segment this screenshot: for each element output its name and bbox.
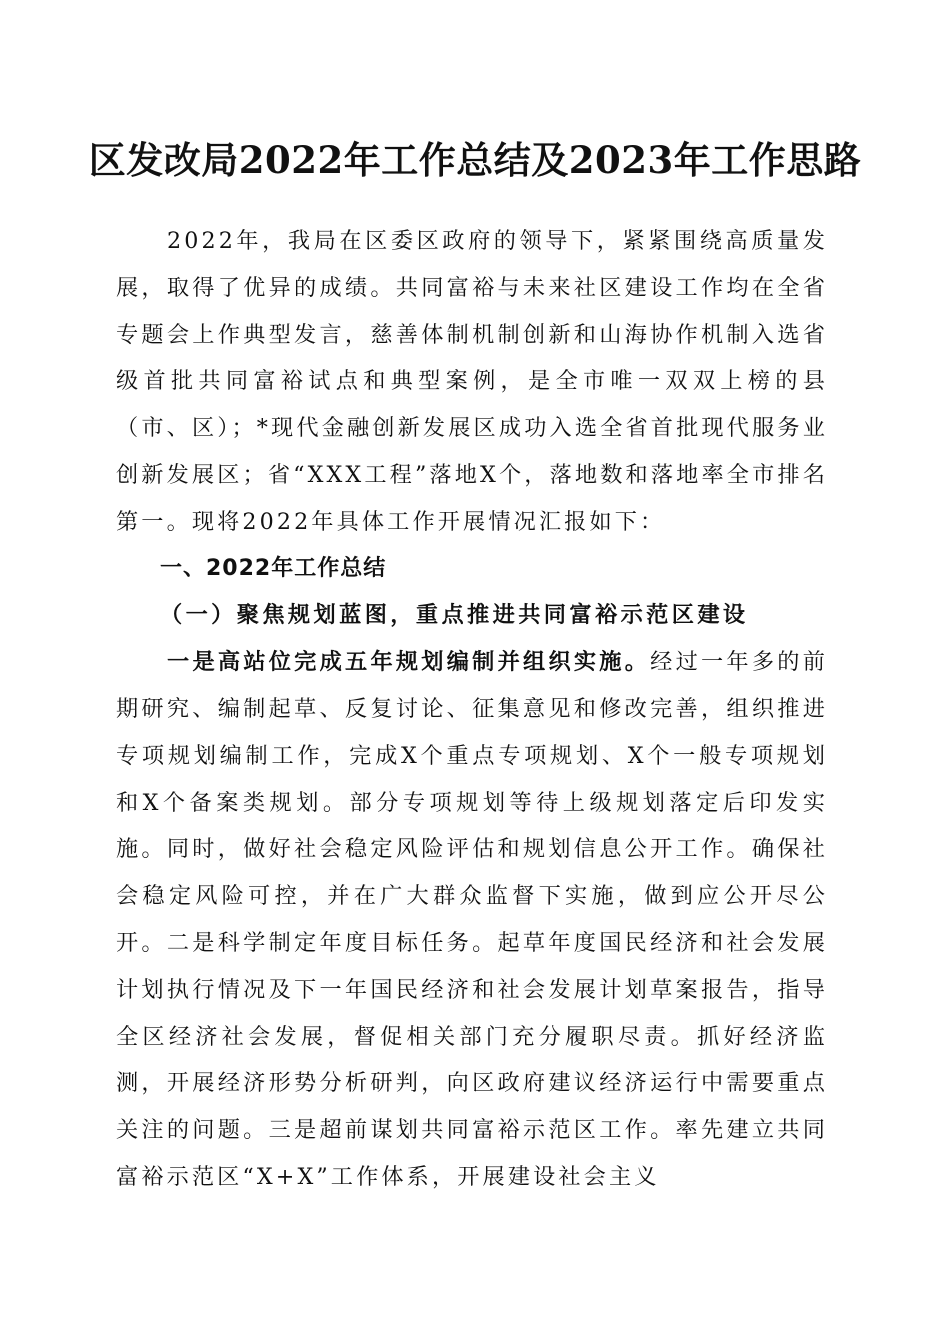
item-lead-text: 一是高站位完成五年规划编制并组织实施。	[167, 649, 651, 676]
subsection-heading: （一）聚焦规划蓝图，重点推进共同富裕示范区建设	[160, 602, 749, 629]
work-item-paragraph	[116, 639, 828, 1201]
intro-paragraph: 2022年，我局在区委区政府的领导下，紧紧围绕高质量发展，取得了优异的成绩。共同富裕与未来社区建设工作均在全省专题会上作典型发言，慈善体制机制创新和山海协作机制入选省级首批共同富裕试点和典型案例，是全市唯一双双上榜的县（市、区）；*现代金融创新发展区成功入选全省首批现代服务业创新发展区；省“XXX工程”落地X个，落地数和落地率全市排名第一。现将2022年具体工作开展情况汇报如下：	[116, 228, 828, 535]
document-body	[116, 218, 828, 1201]
document-title: 区发改局2022年工作总结及2023年工作思路	[88, 138, 862, 182]
section-heading: 一、2022年工作总结	[160, 555, 387, 581]
item-body-text: 经过一年多的前期研究、编制起草、反复讨论、征集意见和修改完善，组织推进专项规划编制工作，完成X个重点专项规划、X个一般专项规划和X个备案类规划。部分专项规划等待上级规划落定后印发实施。同时，做好社会稳定风险评估和规划信息公开工作。确保社会稳定风险可控，并在广大群众监督下实施，做到应公开尽公开。二是科学制定年度目标任务。起草年度国民经济和社会发展计划执行情况及下一年国民经济和社会发展计划草案报告，指导全区经济社会发展，督促相关部门充分履职尽责。抓好经济监测，开展经济形势分析研判，向区政府建议经济运行中需要重点关注的问题。三是超前谋划共同富裕示范区工作。率先建立共同富裕示范区“X+X”工作体系，开展建设社会主义	[116, 649, 829, 1190]
